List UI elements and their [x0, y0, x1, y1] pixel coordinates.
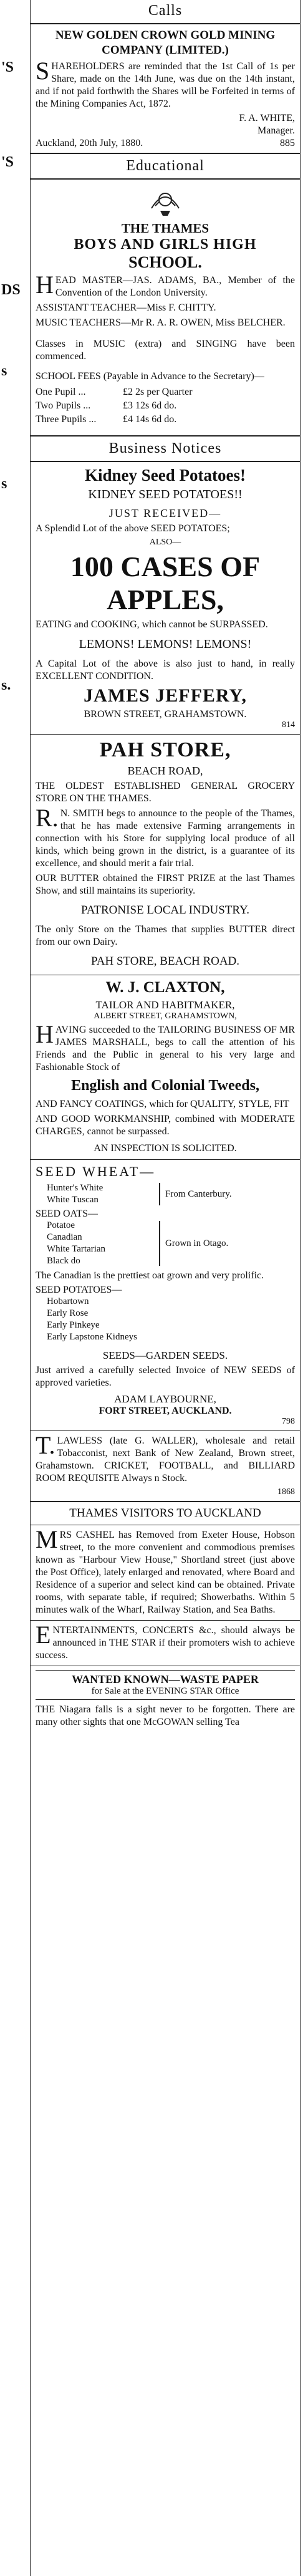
pah-patronise: PATRONISE LOCAL INDUSTRY. [80, 904, 250, 917]
fees-table [36, 385, 295, 427]
section-heading: Educational [126, 158, 205, 174]
pah-only: The only Store on the Thames that supplies BUTTER direct from our own Dairy. [36, 924, 295, 947]
wheat-group: Hunter's White White Tuscan From Canterbury. [47, 1183, 232, 1205]
ad-ref: 798 [282, 1417, 295, 1426]
pah-road: BEACH ROAD, [127, 765, 203, 777]
splendid-lot: A Splendid Lot of the above SEED POTATOES; [36, 523, 230, 534]
wanted-known-ad [36, 1670, 295, 1700]
lemons: LEMONS! LEMONS! LEMONS! [79, 637, 252, 651]
garden-body: Just arrived a carefully selected Invoice of NEW SEEDS of approved varieties. [36, 1365, 295, 1388]
school-title-1: THE THAMES [121, 221, 209, 236]
just-received: JUST RECEIVED— [108, 507, 222, 519]
niagara-notice: THE Niagara falls is a sight never to be forgotten. There are many other sights that one McGOWAN selling Tea [36, 1704, 295, 1727]
signatory-role: Manager. [257, 125, 295, 136]
apples-title: 100 CASES OF APPLES, [70, 551, 261, 615]
claxton-trade: TAILOR AND HABITMAKER, [95, 999, 235, 1011]
capital-lot: A Capital Lot of the above is also just to hand, in really EXCELLENT CONDITION. [36, 658, 295, 682]
lawless-ad [36, 1431, 295, 1497]
ad-ref: 885 [280, 138, 295, 148]
ad-body: SHAREHOLDERS are reminded that the 1st Call of 1s per Share, made on the 14th June, was due on the 14th instant, and if not paid forthwith the Shares will be Forfeited in terms of the Mining Companies Act, 1872. [36, 57, 295, 109]
seed-potatoes-title: SEED POTATOES— [36, 1285, 122, 1295]
eating-cooking: EATING and COOKING, which cannot be SURPASSED. [36, 619, 268, 630]
garden-seeds: SEEDS—GARDEN SEEDS. [102, 1349, 228, 1361]
laybourne-name: ADAM LAYBOURNE, [114, 1393, 216, 1405]
entertainments-notice: ENTERTAINMENTS, CONCERTS &c., should always be announced in THE STAR if their promoters wish to achieve success. [36, 1621, 295, 1661]
laybourne-address: FORT STREET, AUCKLAND. [99, 1406, 232, 1416]
section-heading: Business Notices [108, 440, 222, 456]
claxton-address: ALBERT STREET, GRAHAMSTOWN, [94, 1011, 237, 1021]
ad-ref: 814 [282, 720, 295, 730]
seed-wheat-title: SEED WHEAT— [36, 1164, 156, 1179]
edge-mark: s [1, 363, 7, 379]
signatory: F. A. WHITE, [239, 113, 295, 123]
wheat-origin: From Canterbury. [165, 1189, 232, 1199]
school-title-2: BOYS AND GIRLS HIGH [74, 236, 257, 253]
claxton-inspection: AN INSPECTION IS SOLICITED. [94, 1143, 237, 1154]
kidney-subtitle: KIDNEY SEED POTATOES!! [88, 488, 243, 501]
jeffery-address: BROWN STREET, GRAHAMSTOWN. [84, 709, 247, 720]
also: ALSO— [149, 538, 181, 547]
pah-title: PAH STORE, [99, 738, 231, 761]
wanted-sub: for Sale at the EVENING STAR Office [91, 1686, 239, 1696]
claxton-ad [36, 979, 295, 1154]
seed-ad [36, 1164, 295, 1427]
head-master: HEAD MASTER—JAS. ADAMS, BA., Member of the Convention of the London University. [36, 271, 295, 299]
edge-mark: s. [1, 677, 11, 693]
fee-row: One Pupil ... £2 2s per Quarter [36, 387, 193, 397]
claxton-body: HAVING succeeded to the TAILORING BUSINESS OF MR JAMES MARSHALL, begs to call the attention of his Friends and the Public in general to his very large and Fashionable Stock of [36, 1020, 295, 1073]
visitors-body: MRS CASHEL has Removed from Exeter House, Hobson street, to the more convenient and commodious premises known as "Harbour View House," Shortland street (just above the Post Office), lately enlarged and renovated, where Board and Residence of a superior and select kind can be obtained. Private rooms, with separate table, if required; Showerbaths. Within 5 minutes walk of the Wharf, Railway Station, and Sea Baths. [36, 1525, 295, 1615]
edge-mark: 'S [1, 59, 14, 75]
claxton-fancy: AND FANCY COATINGS, which for QUALITY, STYLE, FIT [36, 1099, 289, 1109]
potatoes-list: Hobartown Early Rose Early Pinkeye Early Lapstone Kidneys [47, 1296, 137, 1342]
newspaper-column [30, 0, 301, 2576]
pah-footer: PAH STORE, BEACH ROAD. [90, 955, 240, 968]
pah-oldest: THE OLDEST ESTABLISHED GENERAL GROCERY STORE ON THE THAMES. [36, 781, 295, 804]
oats-origin: Grown in Otago. [165, 1238, 229, 1248]
claxton-good: AND GOOD WORKMANSHIP, combined with MODERATE CHARGES, cannot be surpassed. [36, 1114, 295, 1137]
adjacent-column-fragments [0, 0, 25, 2576]
visitors-ad [36, 1506, 295, 1616]
fee-row: Three Pupils ... £4 14s 6d do. [36, 414, 177, 425]
pah-store-ad [36, 738, 295, 968]
business-section [36, 440, 295, 730]
lawless-body: T.LAWLESS (late G. WALLER), wholesale and retail Tobacconist, next Bank of New Zealand, Brown street, Grahamstown. CRICKET, FOOTBALL, and BILLIARD ROOM REQUISITE Always n Stock. [36, 1431, 295, 1483]
assistant-teacher: ASSISTANT TEACHER—Miss F. CHITTY. [36, 302, 216, 313]
school-title-3: SCHOOL. [128, 253, 202, 271]
oats-group: Potatoe Canadian White Tartarian Black do Grown in Otago. [47, 1220, 229, 1266]
edge-mark: s [1, 476, 7, 492]
edge-mark: 'S [1, 154, 14, 170]
music-teachers: MUSIC TEACHERS—Mr R. A. R. OWEN, Miss BELCHER. [36, 317, 286, 328]
educational-section [36, 158, 295, 427]
dateline: Auckland, 20th July, 1880. [36, 138, 143, 148]
visitors-heading: THAMES VISITORS TO AUCKLAND [69, 1507, 261, 1520]
section-heading: Calls [148, 2, 183, 19]
crest-icon [36, 183, 295, 217]
pah-butter: OUR BUTTER obtained the FIRST PRIZE at the last Thames Show, and still maintains its superiority. [36, 873, 295, 896]
calls-section [36, 2, 295, 149]
ad-title: NEW GOLDEN CROWN GOLD MINING COMPANY (LIMITED.) [55, 29, 276, 57]
claxton-title: W. J. CLAXTON, [105, 979, 225, 996]
fee-row: Two Pupils ... £3 12s 6d do. [36, 400, 177, 411]
seed-oats-title: SEED OATS— [36, 1208, 99, 1219]
fees-title: SCHOOL FEES (Payable in Advance to the Secretary)— [36, 371, 264, 382]
edge-mark: DS [1, 282, 21, 298]
kidney-title: Kidney Seed Potatoes! [85, 466, 246, 485]
music-classes: Classes in MUSIC (extra) and SINGING have been commenced. [36, 339, 295, 362]
wanted-title: WANTED KNOWN—WASTE PAPER [72, 1673, 259, 1686]
pah-body: R.N. SMITH begs to announce to the people of the Thames, that he has made extensive Farming arrangements in connection with his Store for supplying local produce of all kinds, which being grown in the district, is a guarantee of its excellence, and should merit a fair trial. [36, 804, 295, 869]
claxton-tweeds: English and Colonial Tweeds, [71, 1078, 259, 1094]
canadian-note: The Canadian is the prettiest oat grown and very prolific. [36, 1270, 264, 1281]
jeffery-name: JAMES JEFFERY, [84, 685, 247, 706]
ad-ref: 1868 [277, 1487, 295, 1497]
